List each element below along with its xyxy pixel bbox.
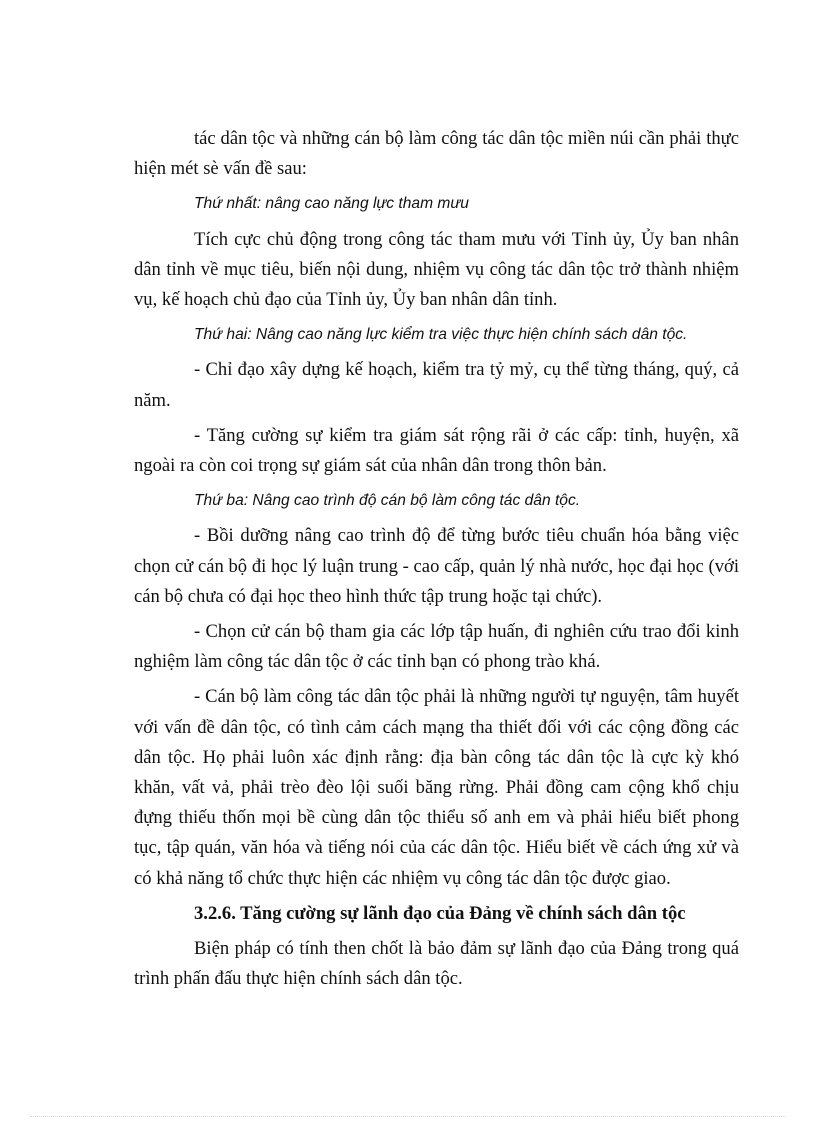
- paragraph: tác dân tộc và những cán bộ làm công tác dân tộc miền núi cần phải thực hiện mét sè vấn đề sau:: [134, 128, 739, 180]
- section-subheading: Thứ ba: Nâng cao trình độ cán bộ làm công tác dân tộc.: [194, 492, 581, 510]
- paragraph: Tích cực chủ động trong công tác tham mưu với Tỉnh ủy, Ủy ban nhân dân tỉnh về mục tiêu, biến nội dung, nhiệm vụ công tác dân tộc trở thành nhiệm vụ, kế hoạch chủ đạo của Tỉnh ủy, Ủy ban nhân dân tỉnh.: [134, 228, 739, 311]
- list-item: - Cán bộ làm công tác dân tộc phải là những người tự nguyện, tâm huyết với vấn đề dân tộc, có tình cảm cách mạng tha thiết đối với các cộng đồng các dân tộc. Họ phải luôn xác định rằng: địa bàn công tác dân tộc là cực kỳ khó khăn, vất vả, phải trèo đèo lội suối băng rừng. Phải đồng cam cộng khổ chịu đựng thiếu thốn mọi bề cùng dân tộc thiểu số anh em và phải hiểu biết phong tục, tập quán, văn hóa và tiếng nói của các dân tộc. Hiểu biết về cách ứng xử và có khả năng tổ chức thực hiện các nhiệm vụ công tác dân tộc được giao.: [134, 686, 739, 889]
- list-item: - Chọn cử cán bộ tham gia các lớp tập huấn, đi nghiên cứu trao đổi kinh nghiệm làm công tác dân tộc ở các tỉnh bạn có phong trào khá.: [134, 621, 739, 673]
- section-subheading: Thứ nhất: nâng cao năng lực tham mưu: [194, 195, 469, 213]
- page-bottom-rule: [30, 1116, 786, 1117]
- section-subheading: Thứ hai: Nâng cao năng lực kiểm tra việc thực hiện chính sách dân tộc.: [194, 326, 688, 344]
- body-text: [134, 124, 739, 994]
- section-heading: 3.2.6. Tăng cường sự lãnh đạo của Đảng về chính sách dân tộc: [194, 902, 686, 924]
- list-item: - Chỉ đạo xây dựng kế hoạch, kiểm tra tỷ mỷ, cụ thể từng tháng, quý, cả năm.: [134, 359, 739, 411]
- paragraph: Biện pháp có tính then chốt là bảo đảm sự lãnh đạo của Đảng trong quá trình phấn đấu thực hiện chính sách dân tộc.: [134, 938, 739, 990]
- list-item: - Bồi dưỡng nâng cao trình độ để từng bước tiêu chuẩn hóa bằng việc chọn cử cán bộ đi học lý luận trung - cao cấp, quản lý nhà nước, học đại học (với cán bộ chưa có đại học theo hình thức tập trung hoặc tại chức).: [134, 525, 739, 607]
- list-item: - Tăng cường sự kiểm tra giám sát rộng rãi ở các cấp: tỉnh, huyện, xã ngoài ra còn coi trọng sự giám sát của nhân dân trong thôn bản.: [134, 424, 739, 477]
